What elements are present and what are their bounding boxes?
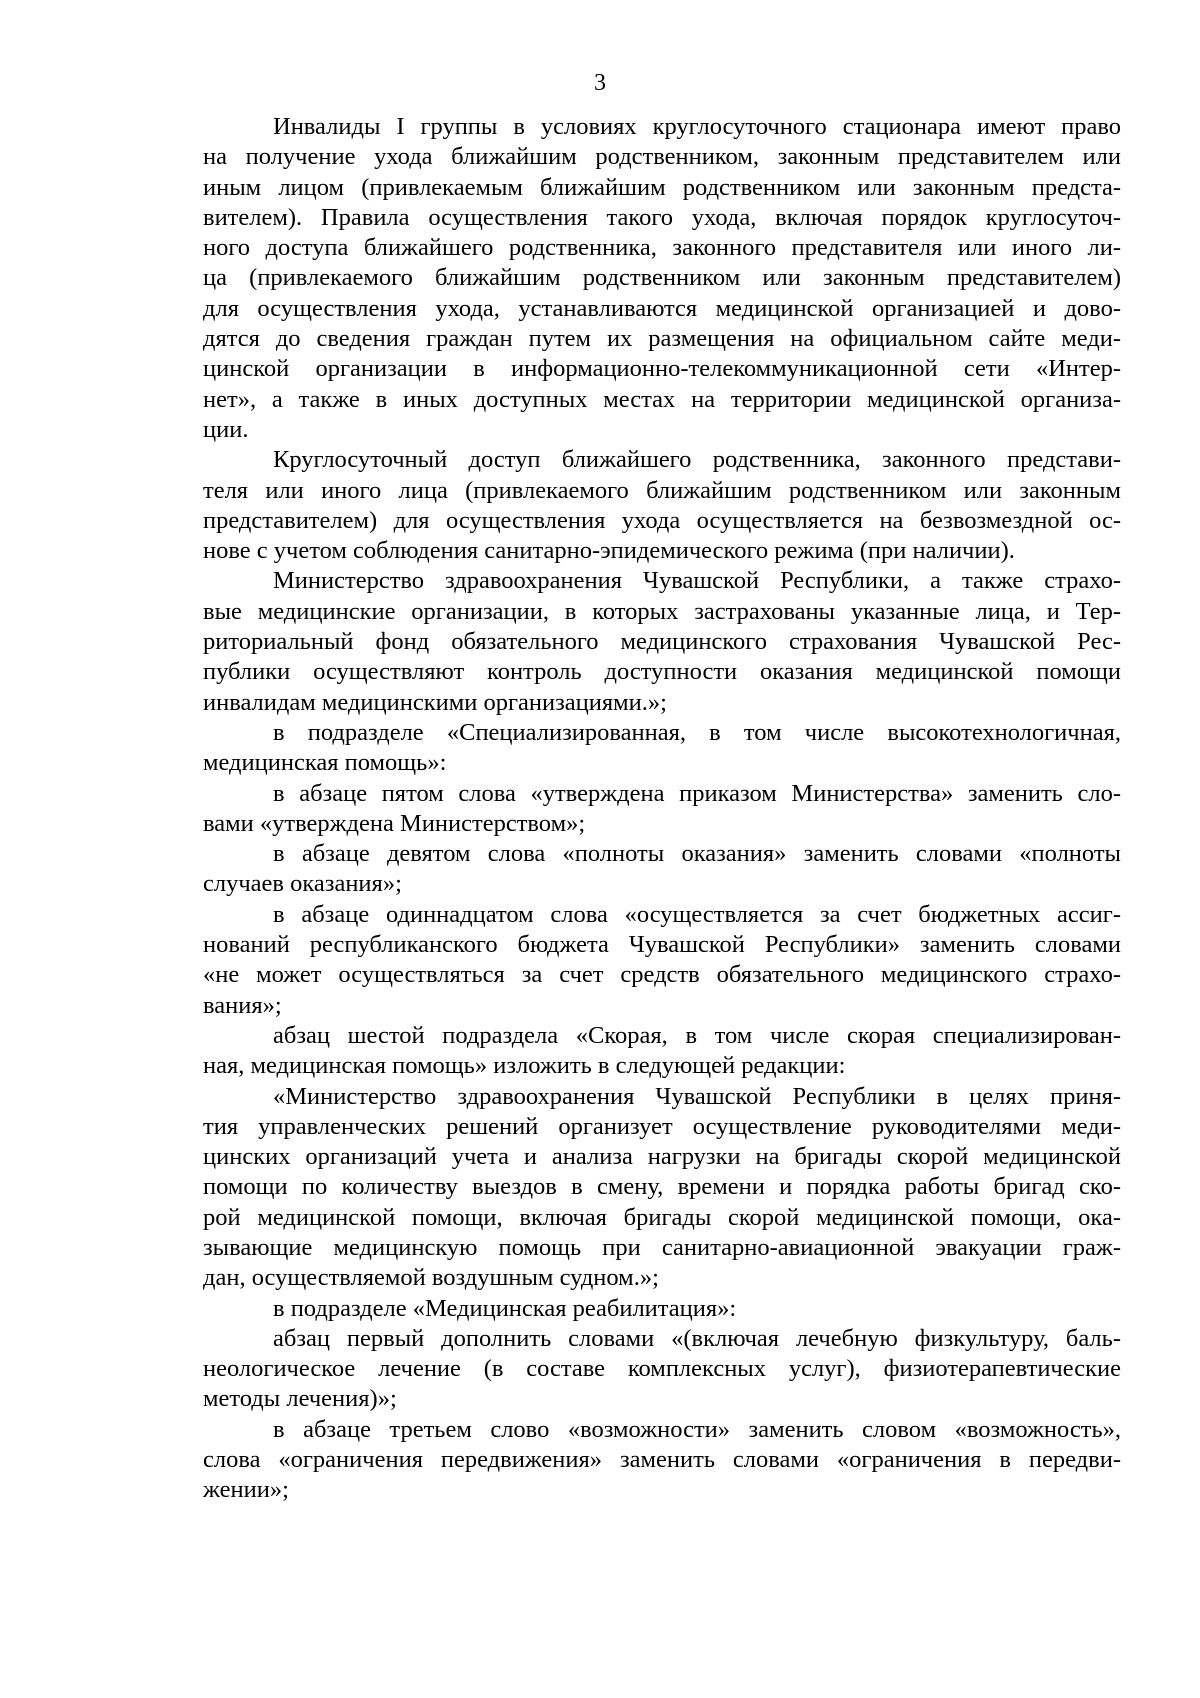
text-line: неологическое лечение (в составе комплексных услуг), физиотерапевтические <box>203 1355 1121 1383</box>
text-line: нет», а также в иных доступных местах на территории медицинской организа- <box>203 385 1121 413</box>
paragraph <box>203 900 1121 1021</box>
text-line: в абзаце одиннадцатом слова «осуществляется за счет бюджетных ассиг- <box>273 900 1121 928</box>
text-line: в абзаце девятом слова «полноты оказания» заменить словами «полноты <box>273 840 1121 868</box>
text-line: слова «ограничения передвижения» заменить словами «ограничения в передви- <box>203 1446 1121 1474</box>
text-line: в подразделе «Специализированная, в том числе высокотехнологичная, <box>273 718 1121 746</box>
text-line: вания»; <box>203 991 282 1019</box>
text-line: публики осуществляют контроль доступности оказания медицинской помощи <box>203 658 1121 686</box>
text-line: абзац шестой подраздела «Скорая, в том числе скорая специализирован- <box>273 1021 1121 1049</box>
text-line: инвалидам медицинскими организациями.»; <box>203 688 667 716</box>
text-line: дятся до сведения граждан путем их размещения на официальном сайте меди- <box>203 325 1121 353</box>
text-line: дан, осуществляемой воздушным судном.»; <box>203 1264 659 1292</box>
text-line: нований республиканского бюджета Чувашской Республики» заменить словами <box>203 931 1121 959</box>
paragraph <box>203 718 1121 779</box>
text-line: Министерство здравоохранения Чувашской Республики, а также страхо- <box>273 567 1121 595</box>
text-line: абзац первый дополнить словами «(включая лечебную физкультуру, баль- <box>273 1324 1121 1352</box>
text-line: вые медицинские организации, в которых застрахованы указанные лица, и Тер- <box>203 597 1121 625</box>
paragraph <box>203 1294 1121 1324</box>
text-line: ца (привлекаемого ближайшим родственником или законным представителем) <box>203 264 1121 292</box>
text-line: медицинская помощь»: <box>203 749 447 777</box>
paragraph <box>203 445 1121 566</box>
text-line: ная, медицинская помощь» изложить в следующей редакции: <box>203 1052 846 1080</box>
text-line: Круглосуточный доступ ближайшего родственника, законного представи- <box>273 446 1121 474</box>
text-line: ного доступа ближайшего родственника, законного представителя или иного ли- <box>203 234 1121 262</box>
text-line: тия управленческих решений организует осуществление руководителями меди- <box>203 1112 1121 1140</box>
text-line: в абзаце третьем слово «возможности» заменить словом «возможность», <box>273 1415 1121 1443</box>
text-line: иным лицом (привлекаемым ближайшим родственником или законным предста- <box>203 173 1121 201</box>
paragraph <box>203 1415 1121 1506</box>
text-line: для осуществления ухода, устанавливаются медицинской организацией и дово- <box>203 294 1121 322</box>
text-line: на получение ухода ближайшим родственником, законным представителем или <box>203 143 1121 171</box>
paragraph <box>203 779 1121 840</box>
text-line: жении»; <box>203 1476 289 1504</box>
text-line: ции. <box>203 415 249 443</box>
text-line: теля или иного лица (привлекаемого ближайшим родственником или законным <box>203 476 1121 504</box>
text-line: методы лечения)»; <box>203 1385 397 1413</box>
paragraph <box>203 566 1121 717</box>
paragraph <box>203 839 1121 900</box>
text-line: помощи по количеству выездов в смену, времени и порядка работы бригад ско- <box>203 1173 1121 1201</box>
text-line: вами «утверждена Министерством»; <box>203 809 586 837</box>
document-body <box>203 112 1121 1506</box>
text-line: вителем). Правила осуществления такого ухода, включая порядок круглосуточ- <box>203 203 1121 231</box>
text-line: рой медицинской помощи, включая бригады скорой медицинской помощи, ока- <box>203 1203 1121 1231</box>
page-number: 3 <box>594 70 606 96</box>
text-line: «не может осуществляться за счет средств обязательного медицинского страхо- <box>203 961 1121 989</box>
paragraph <box>203 1082 1121 1294</box>
text-line: представителем) для осуществления ухода осуществляется на безвозмездной ос- <box>203 506 1121 534</box>
text-line: зывающие медицинскую помощь при санитарно-авиационной эвакуации граж- <box>203 1233 1121 1261</box>
text-line: в абзаце пятом слова «утверждена приказом Министерства» заменить сло- <box>273 779 1121 807</box>
text-line: цинской организации в информационно-телекоммуникационной сети «Интер- <box>203 355 1121 383</box>
paragraph <box>203 1324 1121 1415</box>
text-line: «Министерство здравоохранения Чувашской Республики в целях приня- <box>273 1082 1121 1110</box>
text-line: случаев оказания»; <box>203 870 402 898</box>
text-line: риториальный фонд обязательного медицинского страхования Чувашской Рес- <box>203 628 1121 656</box>
paragraph <box>203 112 1121 445</box>
text-line: цинских организаций учета и анализа нагрузки на бригады скорой медицинской <box>203 1143 1121 1171</box>
paragraph <box>203 1021 1121 1082</box>
text-line: Инвалиды I группы в условиях круглосуточного стационара имеют право <box>273 113 1121 140</box>
text-line: в подразделе «Медицинская реабилитация»: <box>273 1294 737 1322</box>
text-line: нове с учетом соблюдения санитарно-эпидемического режима (при наличии). <box>203 537 1015 565</box>
